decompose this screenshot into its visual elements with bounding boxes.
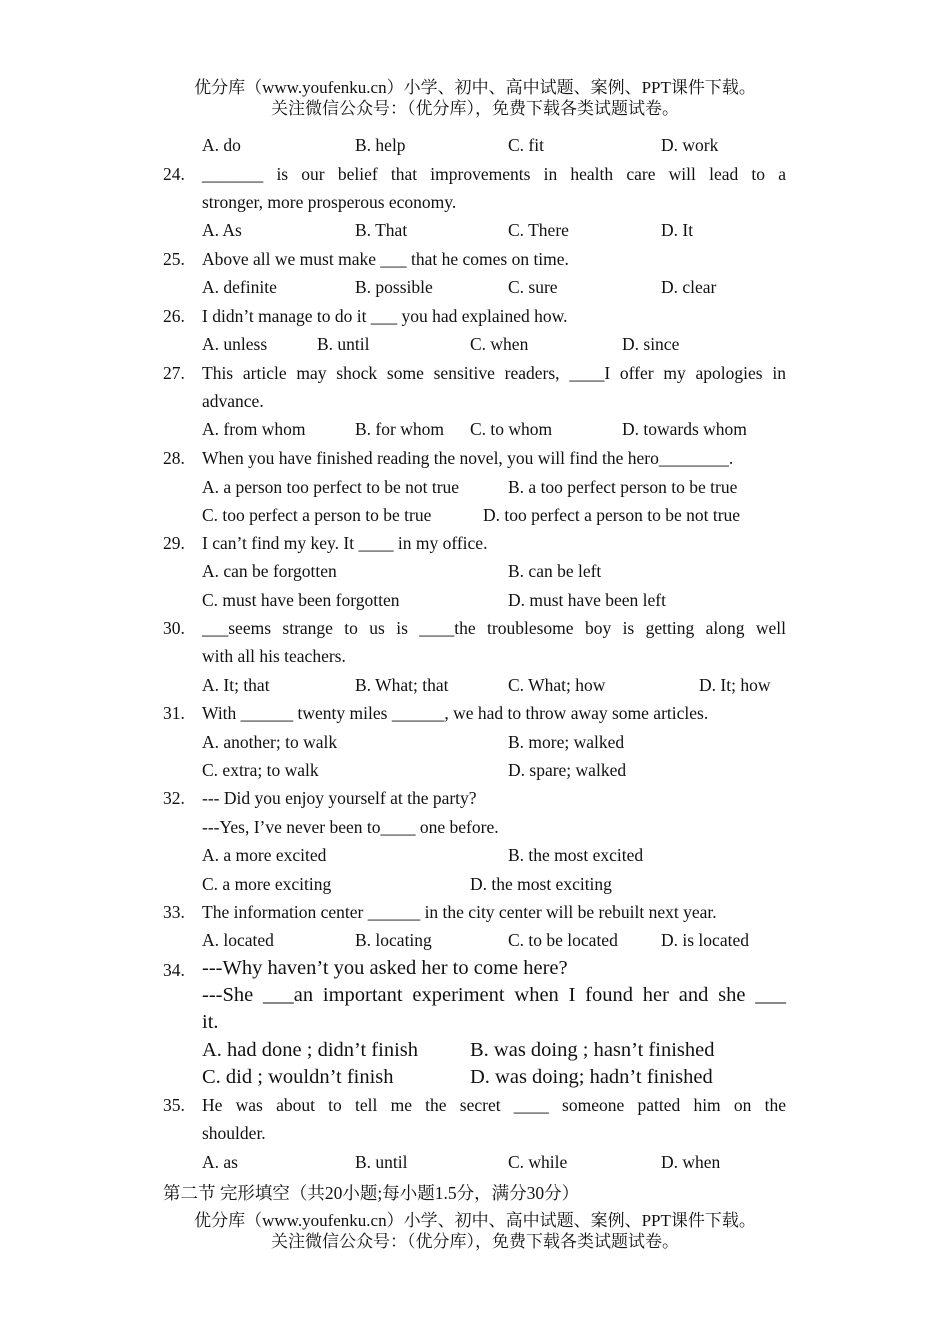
q31-number: 31. <box>163 703 185 723</box>
q30-stem-line-1: ___seems strange to us is ____the troublesome boy is getting along well <box>202 618 786 638</box>
q35-option-a: A. as <box>202 1152 238 1172</box>
q28-option-d: D. too perfect a person to be not true <box>483 505 741 525</box>
q28-option-c: C. too perfect a person to be true <box>202 505 432 525</box>
q35-option-b: B. until <box>355 1152 408 1172</box>
q23-option-a: A. do <box>202 135 241 155</box>
q26-number: 26. <box>163 306 185 326</box>
footer-line-1: 优分库（www.youfenku.cn）小学、初中、高中试题、案例、PPT课件下载。 <box>194 1211 756 1230</box>
q25-stem: Above all we must make ___ that he comes on time. <box>202 249 569 269</box>
header-line-2: 关注微信公众号：（优分库），免费下载各类试题试卷。 <box>271 99 679 118</box>
q26-option-c: C. when <box>470 334 529 354</box>
q27-option-b: B. for whom <box>355 419 444 439</box>
q30-number: 30. <box>163 618 185 638</box>
q24-stem-line-1: _______ is our belief that improvements in health care will lead to a <box>202 164 786 184</box>
q27-option-a: A. from whom <box>202 419 306 439</box>
q32-stem-line-1: --- Did you enjoy yourself at the party? <box>202 788 477 808</box>
q28-number: 28. <box>163 448 185 468</box>
q33-option-b: B. locating <box>355 930 432 950</box>
q33-option-a: A. located <box>202 930 274 950</box>
q35-number: 35. <box>163 1095 185 1115</box>
q35-option-c: C. while <box>508 1152 568 1172</box>
q28-stem: When you have finished reading the novel, you will find the hero________. <box>202 448 734 468</box>
q35-stem-line-2: shoulder. <box>202 1123 266 1143</box>
q26-stem: I didn’t manage to do it ___ you had explained how. <box>202 306 568 326</box>
q31-stem: With ______ twenty miles ______, we had to throw away some articles. <box>202 703 709 723</box>
q24-option-a: A. As <box>202 220 242 240</box>
q27-stem-line-2: advance. <box>202 391 264 411</box>
q26-option-b: B. until <box>317 334 370 354</box>
q28-option-a: A. a person too perfect to be not true <box>202 477 460 497</box>
q34-stem-line-1: ---Why haven’t you asked her to come here? <box>202 957 568 979</box>
footer-line-2: 关注微信公众号：（优分库），免费下载各类试题试卷。 <box>271 1232 679 1251</box>
q34-option-b: B. was doing ; hasn’t finished <box>470 1039 715 1061</box>
q34-option-a: A. had done ; didn’t finish <box>202 1039 418 1061</box>
q30-option-b: B. What; that <box>355 675 449 695</box>
q25-option-b: B. possible <box>355 277 433 297</box>
q30-option-d: D. It; how <box>699 675 771 695</box>
q33-number: 33. <box>163 902 185 922</box>
q32-stem-line-2: ---Yes, I’ve never been to____ one before. <box>202 817 499 837</box>
q24-number: 24. <box>163 164 185 184</box>
q23-option-b: B. help <box>355 135 406 155</box>
q25-number: 25. <box>163 249 185 269</box>
q32-number: 32. <box>163 788 185 808</box>
page-header <box>0 77 950 119</box>
q32-option-a: A. a more excited <box>202 845 327 865</box>
q27-option-d: D. towards whom <box>622 419 747 439</box>
page-footer <box>0 1210 950 1252</box>
q33-option-d: D. is located <box>661 930 749 950</box>
q34-option-c: C. did ; wouldn’t finish <box>202 1066 394 1088</box>
q34-stem-line-3: it. <box>202 1011 219 1033</box>
header-line-1: 优分库（www.youfenku.cn）小学、初中、高中试题、案例、PPT课件下载。 <box>194 78 756 97</box>
q29-option-b: B. can be left <box>508 561 602 581</box>
q29-option-c: C. must have been forgotten <box>202 590 400 610</box>
q31-option-c: C. extra; to walk <box>202 760 319 780</box>
q30-option-c: C. What; how <box>508 675 606 695</box>
q29-option-d: D. must have been left <box>508 590 666 610</box>
q29-number: 29. <box>163 533 185 553</box>
q25-option-c: C. sure <box>508 277 558 297</box>
q32-option-d: D. the most exciting <box>470 874 612 894</box>
q27-stem-line-1: This article may shock some sensitive readers, ____I offer my apologies in <box>202 363 786 383</box>
q28-option-b: B. a too perfect person to be true <box>508 477 738 497</box>
q23-option-d: D. work <box>661 135 719 155</box>
q30-option-a: A. It; that <box>202 675 270 695</box>
q24-option-b: B. That <box>355 220 408 240</box>
q35-option-d: D. when <box>661 1152 721 1172</box>
q27-option-c: C. to whom <box>470 419 553 439</box>
q31-option-b: B. more; walked <box>508 732 625 752</box>
q23-option-c: C. fit <box>508 135 544 155</box>
q33-stem: The information center ______ in the city center will be rebuilt next year. <box>202 902 717 922</box>
q25-option-a: A. definite <box>202 277 277 297</box>
q27-number: 27. <box>163 363 185 383</box>
q29-option-a: A. can be forgotten <box>202 561 337 581</box>
q34-stem-line-2: ---She ___an important experiment when I found her and she ___ <box>202 984 786 1006</box>
q24-option-d: D. It <box>661 220 694 240</box>
q34-number: 34. <box>163 960 185 980</box>
q24-option-c: C. There <box>508 220 569 240</box>
q34-option-d: D. was doing; hadn’t finished <box>470 1066 713 1088</box>
q35-stem-line-1: He was about to tell me the secret ____ someone patted him on the <box>202 1095 786 1115</box>
q31-option-d: D. spare; walked <box>508 760 627 780</box>
q25-option-d: D. clear <box>661 277 717 297</box>
q32-option-c: C. a more exciting <box>202 874 332 894</box>
q33-option-c: C. to be located <box>508 930 618 950</box>
q32-option-b: B. the most excited <box>508 845 644 865</box>
q31-option-a: A. another; to walk <box>202 732 338 752</box>
q24-stem-line-2: stronger, more prosperous economy. <box>202 192 457 212</box>
q26-option-a: A. unless <box>202 334 268 354</box>
q29-stem: I can’t find my key. It ____ in my office. <box>202 533 488 553</box>
q26-option-d: D. since <box>622 334 680 354</box>
q30-stem-line-2: with all his teachers. <box>202 646 346 666</box>
section-2-heading: 第二节 完形填空（共20小题;每小题1.5分，满分30分） <box>163 1183 580 1203</box>
